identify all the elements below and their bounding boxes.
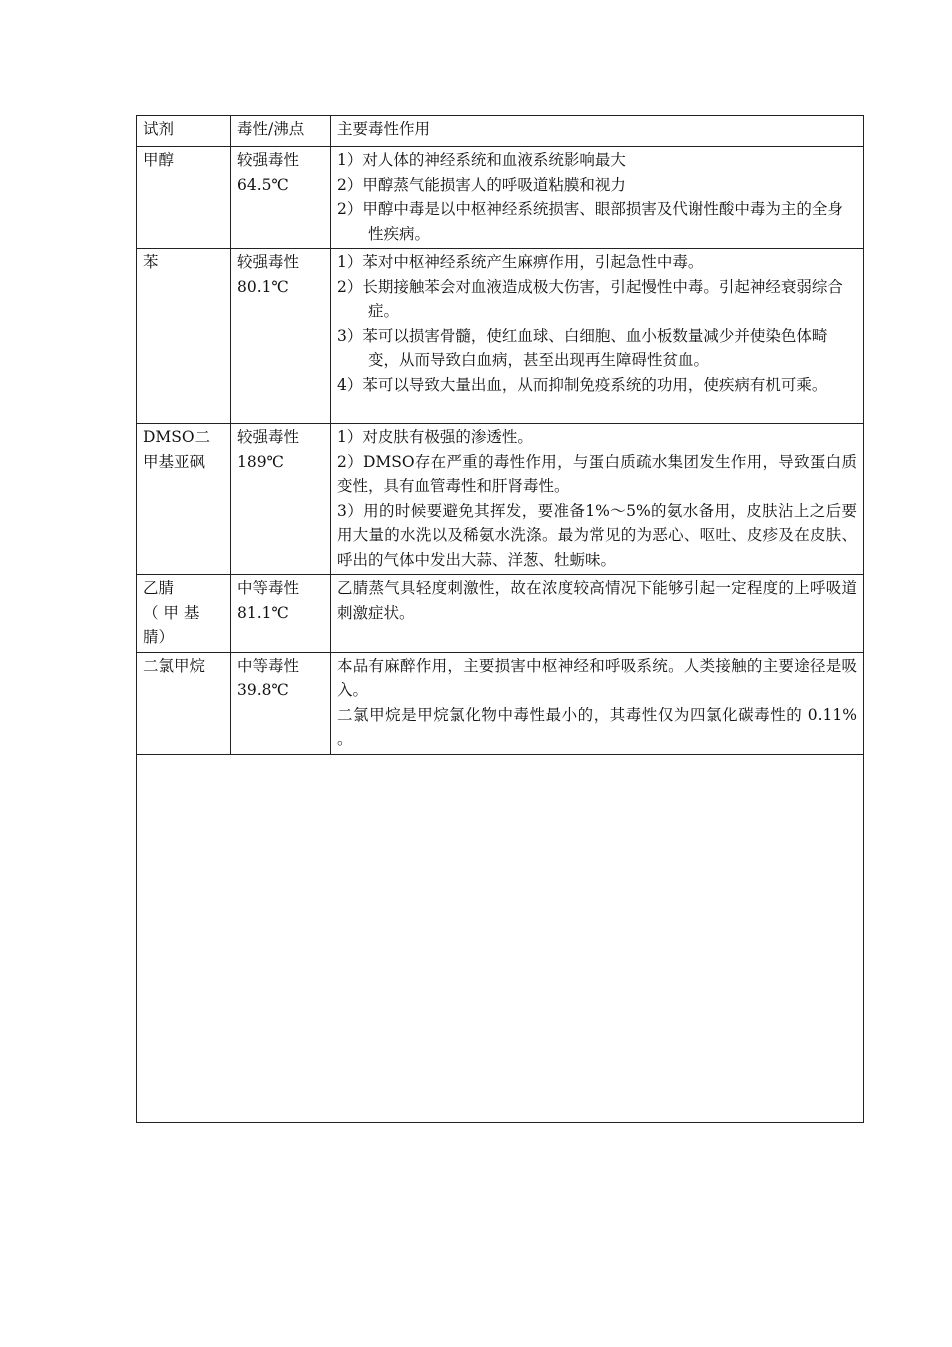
toxic-effect-item: 本品有麻醉作用，主要损害中枢神经和呼吸系统。人类接触的主要途径是吸入。 [337, 656, 857, 699]
reagent-name: （ 甲 基 [143, 603, 200, 622]
header-reagent: 试剂 [137, 116, 231, 147]
toxicity-level: 较强毒性 [237, 151, 300, 169]
toxic-effect-item: 4）苯可以导致大量出血，从而抑制免疫系统的功用，使疾病有机可乘。 [337, 375, 828, 394]
cell-spacer [337, 397, 857, 421]
toxic-effect-item: 1）苯对中枢神经系统产生麻痹作用，引起急性中毒。 [337, 253, 704, 271]
reagent-name: 腈） [143, 628, 175, 646]
table-row [137, 424, 864, 575]
toxic-effect-item: 3）苯可以损害骨髓，使红血球、白细胞、血小板数量减少并使染色体畸变，从而导致白血病，甚至出现再生障碍性贫血。 [337, 326, 828, 369]
reagent-cell [137, 652, 231, 754]
toxic-effects-cell [331, 652, 864, 754]
reagent-cell [137, 424, 231, 575]
toxicity-boiling-point-cell [231, 249, 331, 424]
table-header-row [137, 116, 864, 147]
toxic-effect-item: 乙腈蒸气具轻度刺激性，故在浓度较高情况下能够引起一定程度的上呼吸道刺激症状。 [337, 579, 857, 622]
boiling-point: 189℃ [237, 452, 284, 471]
reagent-toxicity-table [136, 115, 864, 1123]
toxic-effect-item: 2）甲醇中毒是以中枢神经系统损害、眼部损害及代谢性酸中毒为主的全身性疾病。 [337, 200, 843, 243]
table-row [137, 575, 864, 653]
toxicity-level: 较强毒性 [237, 253, 300, 271]
toxic-effect-item: 3）用的时候要避免其挥发，要准备1%～5%的氨水备用，皮肤沾上之后要用大量的水洗以及稀氨水洗涤。最为常见的为恶心、呕吐、皮疹及在皮肤、呼出的气体中发出大蒜、洋葱、牡蛎味。 [337, 501, 857, 569]
blank-row [137, 754, 864, 1122]
toxic-effect-item: 2）甲醇蒸气能损害人的呼吸道粘膜和视力 [337, 175, 626, 194]
boiling-point: 39.8℃ [237, 681, 289, 699]
toxicity-boiling-point-cell [231, 652, 331, 754]
table-body [137, 116, 864, 1123]
reagent-cell [137, 575, 231, 653]
toxic-effect-item: 1）对人体的神经系统和血液系统影响最大 [337, 151, 626, 169]
reagent-cell [137, 147, 231, 249]
table-row [137, 249, 864, 424]
reagent-name: 苯 [143, 253, 159, 271]
toxicity-boiling-point-cell [231, 147, 331, 249]
reagent-name: DMSO二甲基亚砜 [143, 428, 211, 471]
boiling-point: 64.5℃ [237, 175, 289, 194]
toxic-effect-item: 2）长期接触苯会对血液造成极大伤害，引起慢性中毒。引起神经衰弱综合症。 [337, 277, 843, 320]
toxic-effects-cell [331, 147, 864, 249]
toxicity-level: 较强毒性 [237, 428, 300, 446]
reagent-name: 乙腈 [143, 579, 175, 597]
toxic-effect-item: 2）DMSO存在严重的毒性作用，与蛋白质疏水集团发生作用，导致蛋白质变性，具有血管毒性和肝肾毒性。 [337, 452, 857, 495]
toxicity-level: 中等毒性 [237, 579, 300, 597]
boiling-point: 80.1℃ [237, 277, 289, 296]
header-toxicity-boiling-point: 毒性/沸点 [231, 116, 331, 147]
table-row [137, 147, 864, 249]
boiling-point: 81.1℃ [237, 603, 289, 622]
reagent-cell [137, 249, 231, 424]
toxicity-level: 中等毒性 [237, 656, 300, 675]
toxicity-boiling-point-cell [231, 575, 331, 653]
header-main-toxic-effects: 主要毒性作用 [331, 116, 864, 147]
table-row [137, 652, 864, 754]
toxicity-boiling-point-cell [231, 424, 331, 575]
toxic-effect-item: 1）对皮肤有极强的渗透性。 [337, 428, 533, 446]
reagent-name: 二氯甲烷 [143, 656, 206, 675]
toxic-effect-item: 二氯甲烷是甲烷氯化物中毒性最小的，其毒性仅为四氯化碳毒性的 0.11% 。 [337, 705, 857, 748]
toxic-effects-cell [331, 424, 864, 575]
reagent-name: 甲醇 [143, 151, 175, 169]
toxic-effects-cell [331, 249, 864, 424]
toxic-effects-cell [331, 575, 864, 653]
blank-merged-cell [137, 754, 864, 1122]
